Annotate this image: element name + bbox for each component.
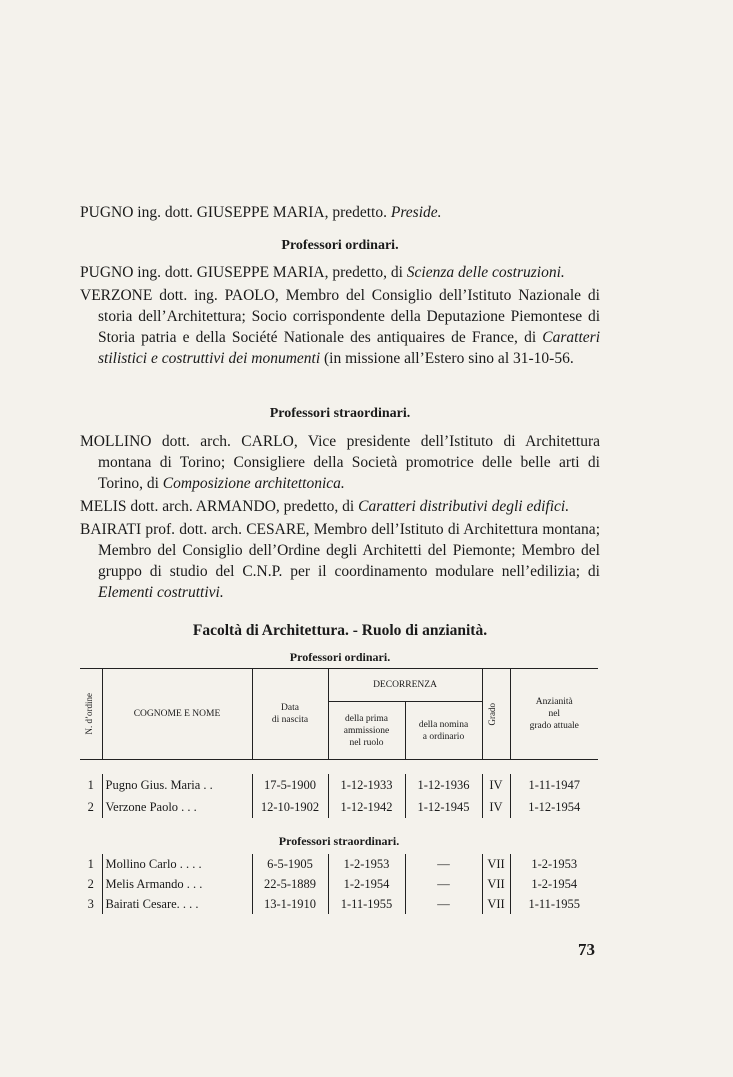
header-anzianita: Anzianità nel grado attuale [510,669,598,760]
preside-text: PUGNO ing. dott. GIUSEPPE MARIA, predetto. [80,204,387,221]
header-n-ordine: N. d’ordine [80,669,102,760]
straordinari-entry-bairati [80,519,600,603]
straordinari-list [80,431,600,603]
header-nomina: della nomina a ordinario [405,702,482,760]
entry-text: BAIRATI prof. dott. arch. CESARE, Membro dell’Istituto di Architettura montana; Membro del Consiglio dell’Ordine degli Architetti del Piemonte; Membro del gruppo di studio del C.N.P. per il coordinamento modulare nell’edilizia; di [80,521,600,580]
ordinari-heading: Professori ordinari. [281,238,399,253]
straordinari-heading: Professori straordinari. [269,406,411,421]
entry-subject: Caratteri distributivi degli edifici. [358,498,570,515]
preside-role: Preside. [390,204,442,221]
header-decorrenza: DECORRENZA [328,669,482,702]
ordinari-entry-pugno [80,262,600,283]
header-cognome-nome: COGNOME E NOME [102,669,252,760]
entry-text: MOLLINO dott. arch. CARLO, Vice presidente dell’Istituto di Architettura montana di Torino; Consigliere della Società promotrice delle belle arti di Torino, di [80,433,600,492]
table-subtitle-ordinari: Professori ordinari. [289,650,391,664]
table-row: 3 Bairati Cesare. . . . 13-1-1910 1-11-1955 — VII 1-11-1955 [80,894,598,914]
table-row: 2 Verzone Paolo . . . 12-10-1902 1-12-1942 1-12-1945 IV 1-12-1954 [80,796,598,818]
header-prima-ammissione: della prima ammissione nel ruolo [328,702,405,760]
header-data-nascita: Data di nascita [252,669,328,760]
header-grado: Grado [482,669,510,760]
table-title: Facoltà di Architettura. - Ruolo di anzianità. [192,622,488,639]
table-row: 1 Mollino Carlo . . . . 6-5-1905 1-2-1953 — VII 1-2-1953 [80,854,598,874]
entry-subject: Elementi costruttivi. [98,584,224,601]
entry-subject: Caratteri stilistici e costruttivi dei monumenti [98,329,600,367]
straordinari-entry-melis [80,496,600,517]
straordinari-entry-mollino [80,431,600,494]
entry-text: VERZONE dott. ing. PAOLO, Membro del Consiglio dell’Istituto Nazionale di storia dell’Architettura; Socio corrispondente della Deputazione Piemontese di Storia patria e della Société Nationale des antiquaires de France, di [80,287,600,346]
ordinari-entry-verzone [80,285,600,369]
ordinari-list [80,262,600,369]
table-row: 1 Pugno Gius. Maria . . 17-5-1900 1-12-1933 1-12-1936 IV 1-11-1947 [80,774,598,796]
entry-text: PUGNO ing. dott. GIUSEPPE MARIA, predetto, di [80,264,403,281]
anzianita-table [80,668,598,914]
entry-subject: Composizione architettonica. [162,475,345,492]
page-number: 73 [578,940,595,959]
entry-note: (in missione all’Estero sino al 31-10-56. [324,350,574,367]
table-subtitle-straordinari: Professori straordinari. [278,833,400,848]
entry-text: MELIS dott. arch. ARMANDO, predetto, di [80,498,355,515]
preside-entry [80,202,600,223]
table-row: 2 Melis Armando . . . 22-5-1889 1-2-1954 — VII 1-2-1954 [80,874,598,894]
entry-subject: Scienza delle costruzioni. [406,264,565,281]
